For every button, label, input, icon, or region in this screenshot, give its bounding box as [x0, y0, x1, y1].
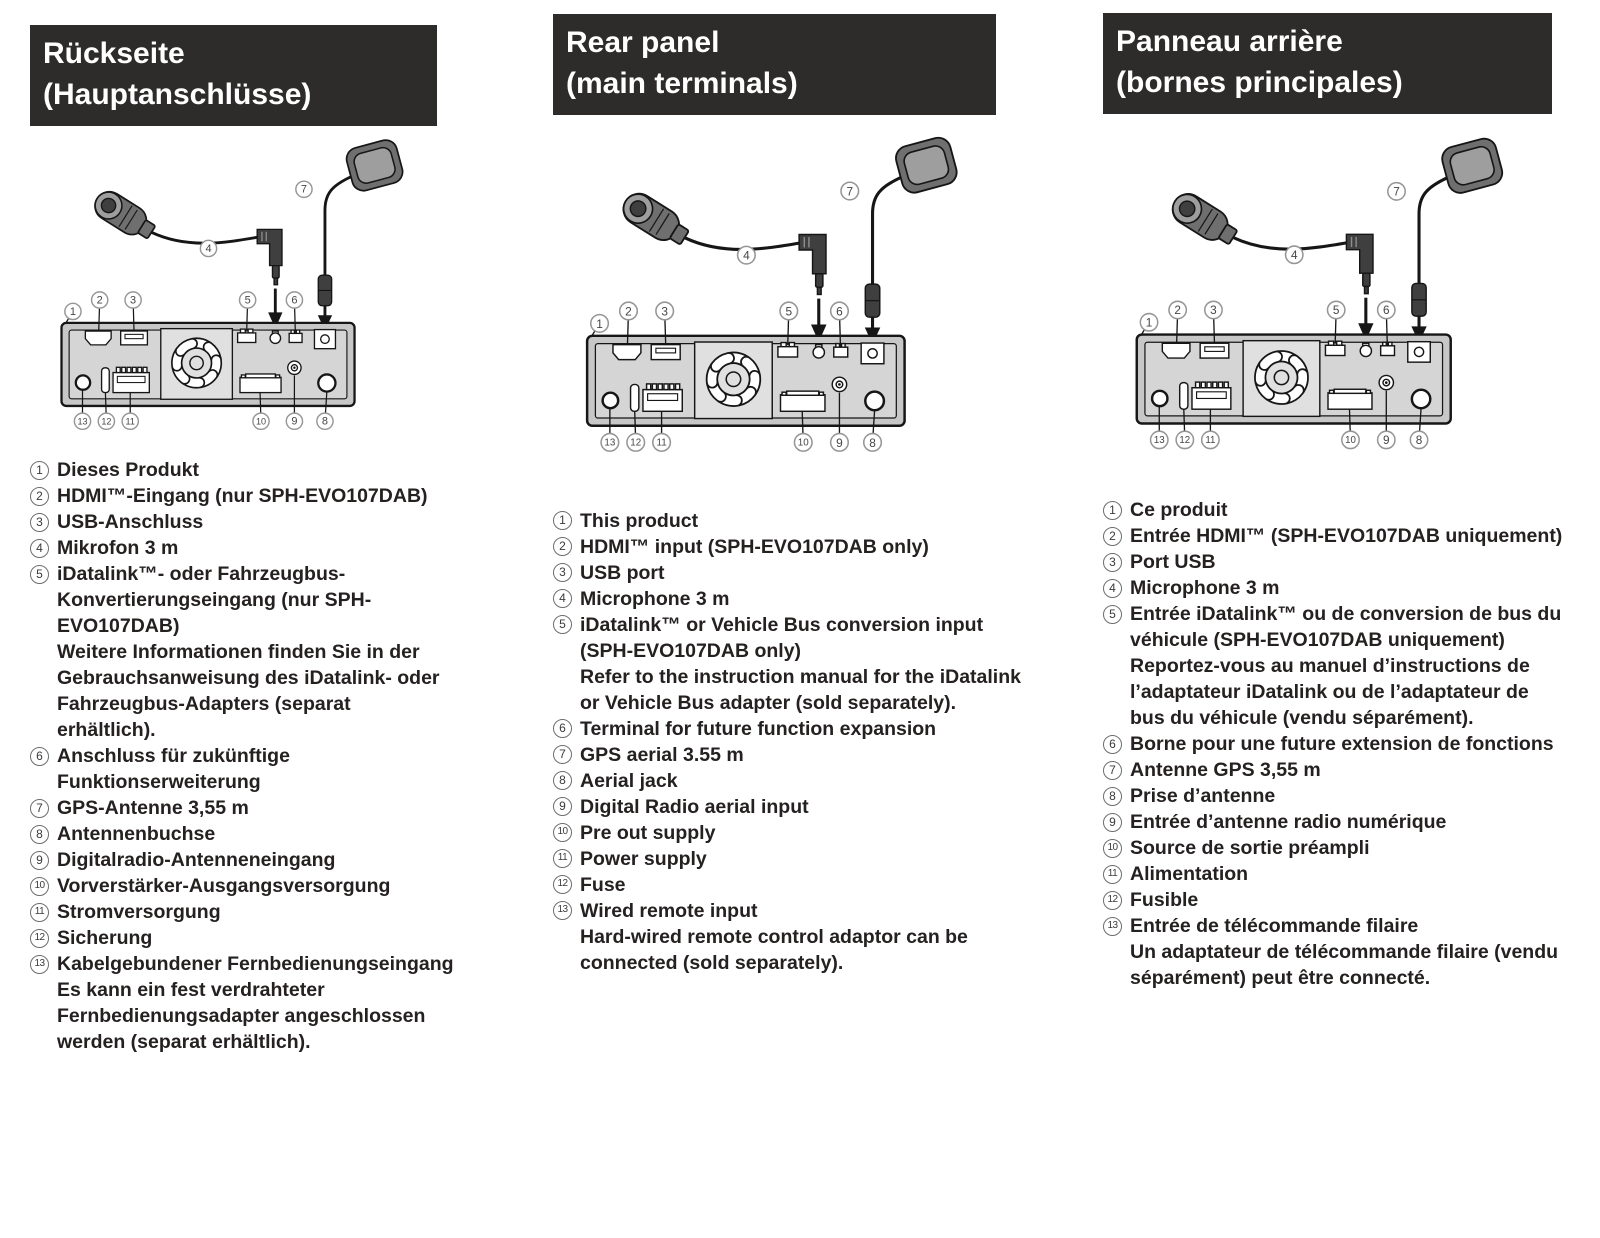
svg-text:5: 5 — [244, 294, 251, 307]
legend-item-8 — [1103, 783, 1567, 809]
item-number-badge: 6 — [30, 747, 49, 766]
callout-12-fuse — [627, 434, 645, 452]
wired-remote-jack — [76, 375, 90, 389]
legend-german — [30, 457, 454, 1055]
item-note: Un adaptateur de télécommande filaire (vendu séparément) peut être connecté. — [1130, 941, 1559, 990]
legend-item-10 — [553, 820, 1021, 846]
item-number-badge: 11 — [553, 849, 572, 868]
item-text — [580, 820, 1021, 846]
item-number-badge: 4 — [1103, 579, 1122, 598]
svg-text:13: 13 — [1153, 434, 1165, 446]
callout-8-aerial-jack — [317, 413, 333, 429]
item-label: HDMI™-Eingang (nur SPH-EVO107DAB) — [57, 485, 428, 508]
item-label: Antennenbuchse — [57, 823, 216, 846]
callout-9-digital-radio-aerial — [1378, 431, 1395, 448]
hdmi-port — [85, 331, 111, 345]
svg-text:8: 8 — [1415, 433, 1423, 447]
item-label: iDatalink™ or Vehicle Bus conversion input (SPH-EVO107DAB only) — [580, 613, 984, 662]
callout-13-wired-remote-input — [601, 434, 619, 452]
power-connector — [1192, 382, 1231, 409]
item-number-badge: 3 — [1103, 553, 1122, 572]
callout-7-gps-aerial — [841, 182, 859, 200]
item-number-badge: 4 — [553, 589, 572, 608]
section-header-french — [1103, 13, 1552, 114]
section-header-german — [30, 25, 437, 126]
callout-10-pre-out — [253, 413, 269, 429]
legend-item-5 — [553, 612, 1021, 716]
microphone-icon — [90, 186, 283, 328]
callout-1-unit — [1140, 314, 1157, 331]
item-text — [580, 586, 1021, 612]
legend-english — [553, 508, 1021, 976]
gps-aerial-jack — [314, 330, 335, 349]
callout-5-idatalink-input — [240, 292, 256, 308]
svg-text:10: 10 — [255, 416, 267, 427]
item-label: Power supply — [580, 847, 707, 870]
item-label: Anschluss für zukünftige Funktionserweiterung — [57, 745, 290, 794]
item-number-badge: 13 — [553, 901, 572, 920]
callout-13-wired-remote-input — [74, 413, 90, 429]
item-text — [1130, 731, 1567, 757]
usb-port — [1200, 343, 1229, 358]
fuse — [631, 384, 639, 411]
legend-item-4 — [1103, 575, 1567, 601]
item-text — [580, 846, 1021, 872]
callout-6-expansion-terminal — [286, 292, 302, 308]
item-label: Entrée iDatalink™ ou de conversion de bus du véhicule (SPH-EVO107DAB uniquement) — [1130, 603, 1562, 652]
item-label: Entrée d’antenne radio numérique — [1130, 811, 1447, 834]
right-angle-plug — [799, 234, 826, 273]
usb-port — [651, 345, 680, 360]
wired-remote-jack — [1152, 391, 1167, 406]
svg-text:5: 5 — [1332, 304, 1340, 318]
item-number-badge: 12 — [30, 929, 49, 948]
item-text — [57, 795, 454, 821]
item-label: Terminal for future function expansion — [580, 717, 937, 740]
item-label: Dieses Produkt — [57, 459, 199, 482]
item-number-badge: 6 — [1103, 735, 1122, 754]
item-text — [57, 847, 454, 873]
rear-panel-illustration — [30, 132, 450, 437]
svg-text:11: 11 — [125, 416, 135, 427]
item-label: Prise d’antenne — [1130, 785, 1276, 808]
item-number-badge: 1 — [1103, 501, 1122, 520]
svg-text:8: 8 — [321, 415, 329, 428]
item-label: This product — [580, 509, 699, 532]
item-number-badge: 2 — [30, 487, 49, 506]
item-text — [1130, 861, 1567, 887]
item-label: Vorverstärker-Ausgangsversorgung — [57, 875, 391, 898]
item-number-badge: 5 — [1103, 605, 1122, 624]
item-text — [57, 743, 454, 795]
item-label: Digital Radio aerial input — [580, 795, 809, 818]
callout-11-power-supply — [653, 434, 671, 452]
legend-item-4 — [30, 535, 454, 561]
rear-panel-illustration — [1103, 130, 1553, 457]
item-text — [580, 742, 1021, 768]
svg-text:3: 3 — [661, 304, 668, 319]
item-label: GPS-Antenne 3,55 m — [57, 797, 249, 820]
item-label: Pre out supply — [580, 821, 716, 844]
item-number-badge: 5 — [553, 615, 572, 634]
power-connector — [643, 384, 682, 411]
legend-item-11 — [1103, 861, 1567, 887]
callout-1-unit — [65, 303, 81, 319]
microphone-icon — [618, 188, 827, 342]
legend-item-3 — [1103, 549, 1567, 575]
svg-text:11: 11 — [1205, 434, 1216, 446]
item-text — [1130, 523, 1567, 549]
svg-text:4: 4 — [1290, 248, 1298, 262]
legend-item-8 — [30, 821, 454, 847]
item-label: GPS aerial 3.55 m — [580, 743, 744, 766]
svg-text:13: 13 — [604, 437, 616, 449]
callout-13-wired-remote-input — [1151, 431, 1168, 448]
callout-2-hdmi-input — [92, 292, 108, 308]
item-label: Fuse — [580, 873, 626, 896]
legend-item-6 — [30, 743, 454, 795]
svg-text:10: 10 — [797, 437, 809, 449]
item-text — [580, 560, 1021, 586]
item-text — [1130, 809, 1567, 835]
item-number-badge: 13 — [30, 955, 49, 974]
header-title-line2: (Hauptanschlüsse) — [43, 78, 312, 111]
item-note: Reportez-vous au manuel d’instructions de l’adaptateur iDatalink ou de l’adaptateur de bus du véhicule (vendu séparément). — [1130, 655, 1530, 730]
svg-text:6: 6 — [836, 304, 843, 319]
item-number-badge: 1 — [553, 511, 572, 530]
item-text — [57, 509, 454, 535]
item-number-badge: 8 — [1103, 787, 1122, 806]
gps-aerial-jack — [861, 343, 884, 364]
column-french — [1103, 13, 1563, 991]
item-label: Mikrofon 3 m — [57, 537, 179, 560]
svg-text:7: 7 — [1393, 185, 1400, 199]
column-german — [30, 25, 454, 1055]
legend-item-1 — [1103, 497, 1567, 523]
callout-3-usb-port — [1205, 301, 1222, 318]
item-label: Sicherung — [57, 927, 153, 950]
callout-9-digital-radio-aerial — [831, 434, 849, 452]
item-label: Entrée de télécommande filaire — [1130, 915, 1419, 938]
item-text — [57, 925, 454, 951]
usb-port — [121, 331, 148, 345]
item-number-badge: 9 — [1103, 813, 1122, 832]
item-number-badge: 9 — [553, 797, 572, 816]
legend-item-12 — [553, 872, 1021, 898]
item-label: Kabelgebundener Fernbedienungseingang — [57, 953, 454, 976]
gps-antenna-icon — [865, 135, 960, 344]
callout-1-unit — [591, 315, 609, 333]
legend-item-7 — [1103, 757, 1567, 783]
item-number-badge: 10 — [1103, 839, 1122, 858]
item-number-badge: 9 — [30, 851, 49, 870]
item-text — [57, 457, 454, 483]
item-number-badge: 6 — [553, 719, 572, 738]
item-label: Borne pour une future extension de fonctions — [1130, 733, 1554, 756]
item-text — [57, 821, 454, 847]
item-number-badge: 10 — [30, 877, 49, 896]
item-label: USB-Anschluss — [57, 511, 204, 534]
item-text — [1130, 549, 1567, 575]
callout-5-idatalink-input — [1327, 301, 1344, 318]
legend-item-2 — [1103, 523, 1567, 549]
digital-radio-aerial-jack — [288, 361, 301, 374]
item-label: Microphone 3 m — [580, 587, 730, 610]
legend-item-2 — [553, 534, 1021, 560]
item-number-badge: 4 — [30, 539, 49, 558]
svg-text:4: 4 — [743, 248, 750, 263]
gps-antenna-icon — [318, 138, 405, 331]
gps-antenna-icon — [1411, 136, 1505, 343]
callout-12-fuse — [1176, 431, 1193, 448]
item-number-badge: 3 — [30, 513, 49, 532]
item-label: USB port — [580, 561, 665, 584]
svg-text:9: 9 — [836, 435, 843, 450]
item-label: Port USB — [1130, 551, 1216, 574]
rear-panel-diagram-german — [30, 132, 450, 437]
header-title-line1: Rückseite — [43, 37, 185, 70]
item-number-badge: 5 — [30, 565, 49, 584]
legend-item-7 — [30, 795, 454, 821]
power-connector — [113, 367, 149, 392]
callout-8-aerial-jack — [864, 434, 882, 452]
item-label: Wired remote input — [580, 899, 758, 922]
item-number-badge: 10 — [553, 823, 572, 842]
legend-item-1 — [30, 457, 454, 483]
svg-text:12: 12 — [1179, 434, 1191, 446]
item-text — [1130, 601, 1567, 731]
item-label: Alimentation — [1130, 863, 1249, 886]
section-header-english — [553, 14, 996, 115]
item-text — [580, 898, 1021, 976]
callout-9-digital-radio-aerial — [286, 413, 302, 429]
preout-connector — [781, 391, 825, 411]
callout-2-hdmi-input — [620, 302, 638, 320]
header-title-line2: (main terminals) — [566, 67, 798, 100]
preout-connector — [1328, 389, 1372, 409]
svg-text:8: 8 — [869, 435, 876, 450]
callout-10-pre-out — [794, 434, 812, 452]
item-text — [57, 535, 454, 561]
item-text — [1130, 757, 1567, 783]
item-text — [1130, 913, 1567, 991]
callout-5-idatalink-input — [780, 302, 798, 320]
svg-text:2: 2 — [96, 294, 103, 307]
legend-item-8 — [553, 768, 1021, 794]
item-number-badge: 13 — [1103, 917, 1122, 936]
legend-item-7 — [553, 742, 1021, 768]
item-note: Es kann ein fest verdrahteter Fernbedienungsadapter angeschlossen werden (separat erhältlich). — [57, 979, 426, 1054]
item-number-badge: 11 — [1103, 865, 1122, 884]
item-label: Aerial jack — [580, 769, 678, 792]
item-text — [57, 483, 454, 509]
svg-text:3: 3 — [130, 294, 137, 307]
svg-text:3: 3 — [1210, 304, 1217, 318]
svg-text:6: 6 — [291, 294, 298, 307]
svg-text:13: 13 — [77, 416, 88, 427]
item-label: Antenne GPS 3,55 m — [1130, 759, 1321, 782]
callout-6-expansion-terminal — [1378, 301, 1395, 318]
fuse — [102, 368, 110, 393]
svg-text:1: 1 — [69, 305, 77, 318]
legend-item-12 — [30, 925, 454, 951]
item-text — [57, 899, 454, 925]
callout-7-gps-aerial — [1388, 183, 1405, 200]
right-angle-plug — [257, 229, 282, 265]
item-number-badge: 7 — [30, 799, 49, 818]
rear-panel-diagram-french — [1103, 130, 1553, 457]
aerial-jack — [865, 392, 884, 411]
callout-4-microphone — [1286, 246, 1303, 263]
header-title-line2: (bornes principales) — [1116, 66, 1403, 99]
legend-item-9 — [1103, 809, 1567, 835]
column-english — [553, 14, 1021, 976]
svg-text:5: 5 — [785, 304, 793, 319]
item-label: HDMI™ input (SPH-EVO107DAB only) — [580, 535, 929, 558]
item-text — [1130, 783, 1567, 809]
legend-item-11 — [30, 899, 454, 925]
item-label: Digitalradio-Antenneneingang — [57, 849, 336, 872]
legend-item-10 — [1103, 835, 1567, 861]
rear-panel-illustration — [553, 129, 1008, 460]
callout-10-pre-out — [1342, 431, 1359, 448]
svg-text:10: 10 — [1345, 434, 1356, 446]
callout-6-expansion-terminal — [831, 302, 849, 320]
item-number-badge: 8 — [553, 771, 572, 790]
item-number-badge: 2 — [553, 537, 572, 556]
svg-text:1: 1 — [596, 316, 603, 331]
legend-item-13 — [553, 898, 1021, 976]
rear-panel-diagram-english — [553, 129, 1008, 460]
svg-text:12: 12 — [101, 416, 112, 427]
item-label: Ce produit — [1130, 499, 1228, 522]
callout-3-usb-port — [125, 292, 141, 308]
legend-french — [1103, 497, 1567, 991]
legend-item-1 — [553, 508, 1021, 534]
item-number-badge: 2 — [1103, 527, 1122, 546]
item-text — [1130, 887, 1567, 913]
callout-4-microphone — [738, 246, 756, 264]
item-number-badge: 7 — [1103, 761, 1122, 780]
item-text — [57, 873, 454, 899]
item-note: Weitere Informationen finden Sie in der Gebrauchsanweisung des iDatalink- oder Fahrzeugbus-Adapters (separat erhältlich). — [57, 641, 440, 742]
hdmi-port — [1162, 343, 1190, 358]
svg-text:9: 9 — [1383, 433, 1390, 447]
item-label: Stromversorgung — [57, 901, 221, 924]
svg-text:9: 9 — [291, 415, 298, 428]
header-title-line1: Rear panel — [566, 26, 720, 59]
item-label: Source de sortie préampli — [1130, 837, 1370, 860]
svg-text:7: 7 — [300, 183, 308, 196]
item-number-badge: 1 — [30, 461, 49, 480]
svg-text:11: 11 — [656, 437, 667, 449]
fuse — [1180, 383, 1188, 410]
legend-item-4 — [553, 586, 1021, 612]
svg-text:2: 2 — [625, 304, 632, 319]
microphone-icon — [1167, 188, 1374, 340]
callout-4-microphone — [200, 240, 216, 256]
preout-connector — [240, 374, 281, 393]
callout-3-usb-port — [656, 302, 674, 320]
svg-text:7: 7 — [846, 184, 854, 199]
digital-radio-aerial-jack — [832, 377, 846, 391]
aerial-jack — [318, 374, 335, 391]
wired-remote-jack — [603, 393, 619, 409]
item-note: Hard-wired remote control adaptor can be connected (sold separately). — [580, 925, 968, 974]
item-number-badge: 12 — [1103, 891, 1122, 910]
legend-item-9 — [30, 847, 454, 873]
hdmi-port — [613, 345, 641, 360]
item-text — [580, 794, 1021, 820]
legend-item-12 — [1103, 887, 1567, 913]
right-angle-plug — [1346, 234, 1373, 273]
item-label: Fusible — [1130, 889, 1199, 912]
item-text — [580, 534, 1021, 560]
legend-item-5 — [30, 561, 454, 743]
item-text — [580, 612, 1021, 716]
svg-text:1: 1 — [1145, 316, 1153, 330]
callout-2-hdmi-input — [1169, 301, 1186, 318]
callout-8-aerial-jack — [1410, 431, 1427, 448]
item-label: Entrée HDMI™ (SPH-EVO107DAB uniquement) — [1130, 525, 1563, 548]
item-text — [57, 561, 454, 743]
item-text — [1130, 497, 1567, 523]
svg-text:4: 4 — [205, 242, 212, 255]
callout-12-fuse — [98, 413, 114, 429]
item-number-badge: 3 — [553, 563, 572, 582]
legend-item-5 — [1103, 601, 1567, 731]
legend-item-2 — [30, 483, 454, 509]
item-label: Microphone 3 m — [1130, 577, 1280, 600]
legend-item-10 — [30, 873, 454, 899]
item-label: iDatalink™- oder Fahrzeugbus-Konvertierungseingang (nur SPH-EVO107DAB) — [57, 563, 372, 638]
item-text — [580, 768, 1021, 794]
header-title-line1: Panneau arrière — [1116, 25, 1343, 58]
aerial-jack — [1412, 390, 1430, 408]
item-number-badge: 11 — [30, 903, 49, 922]
item-number-badge: 12 — [553, 875, 572, 894]
item-number-badge: 7 — [553, 745, 572, 764]
svg-text:6: 6 — [1383, 304, 1390, 318]
legend-item-13 — [1103, 913, 1567, 991]
legend-item-6 — [1103, 731, 1567, 757]
item-note: Refer to the instruction manual for the iDatalink or Vehicle Bus adapter (sold separately). — [580, 665, 1021, 714]
legend-item-6 — [553, 716, 1021, 742]
item-text — [57, 951, 454, 1055]
digital-radio-aerial-jack — [1379, 375, 1393, 389]
svg-text:2: 2 — [1174, 304, 1181, 318]
item-text — [580, 508, 1021, 534]
legend-item-3 — [553, 560, 1021, 586]
callout-11-power-supply — [122, 413, 138, 429]
svg-text:12: 12 — [630, 437, 642, 449]
gps-aerial-jack — [1408, 342, 1430, 362]
item-text — [1130, 835, 1567, 861]
legend-item-11 — [553, 846, 1021, 872]
item-number-badge: 8 — [30, 825, 49, 844]
legend-item-3 — [30, 509, 454, 535]
item-text — [580, 716, 1021, 742]
item-text — [1130, 575, 1567, 601]
legend-item-13 — [30, 951, 454, 1055]
callout-7-gps-aerial — [296, 181, 312, 197]
legend-item-9 — [553, 794, 1021, 820]
item-text — [580, 872, 1021, 898]
callout-11-power-supply — [1202, 431, 1219, 448]
